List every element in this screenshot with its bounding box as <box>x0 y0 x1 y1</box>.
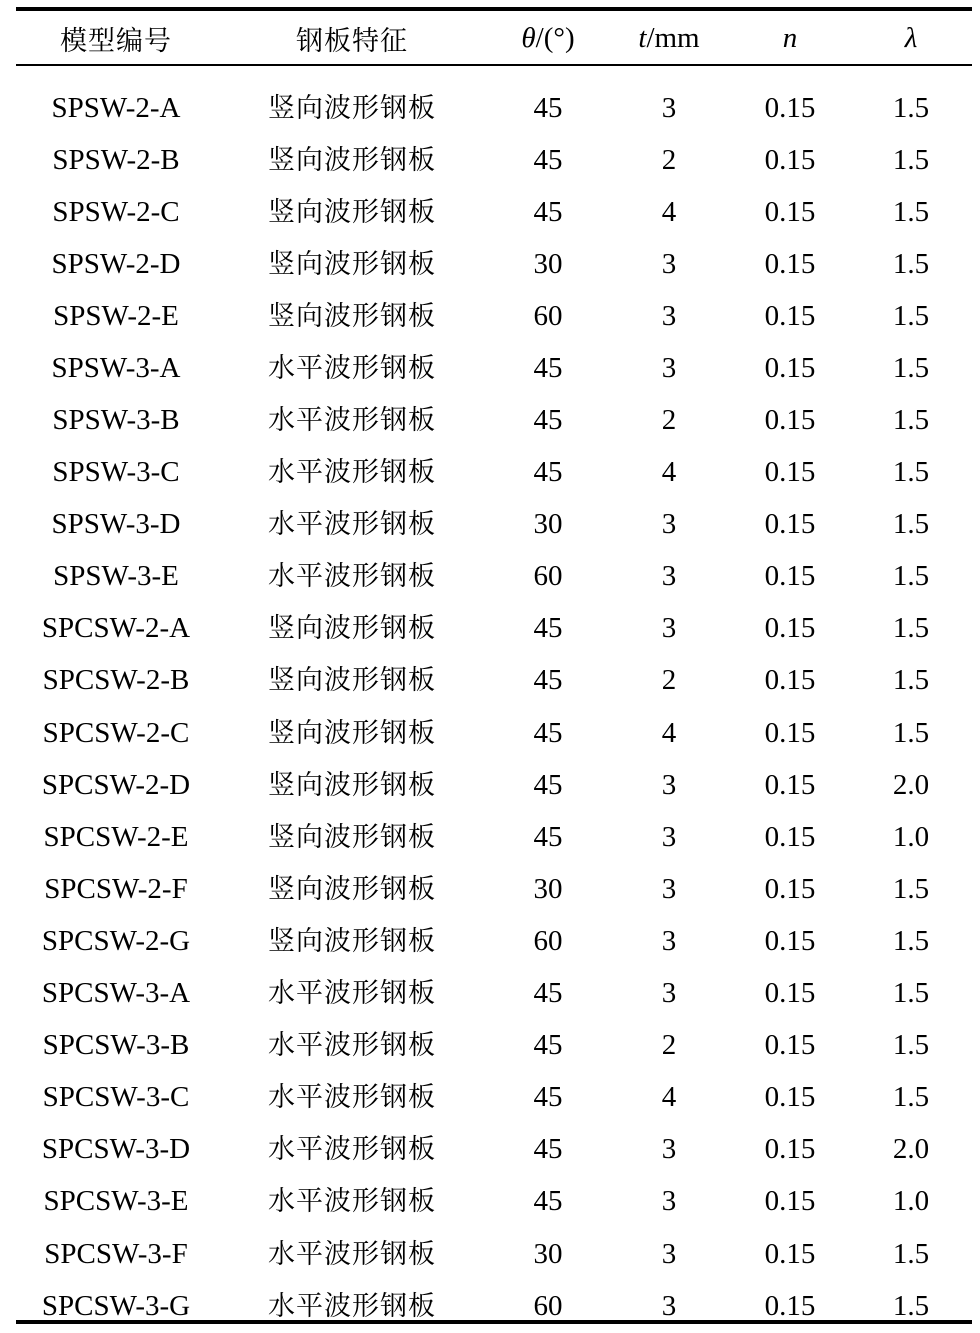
cell-thickness: 2 <box>661 404 677 437</box>
cell-thickness: 2 <box>661 1029 677 1062</box>
cell-thickness: 3 <box>661 924 677 957</box>
cell-thickness: 3 <box>661 508 677 541</box>
cell-model: SPCSW-2-A <box>41 612 191 645</box>
cell-feature: 竖向波形钢板 <box>268 144 436 176</box>
t-symbol: t <box>638 21 647 54</box>
cell-model: SPSW-2-C <box>52 195 180 228</box>
cell-lambda: 1.5 <box>892 456 930 489</box>
header-thickness <box>608 0 730 66</box>
cell-theta: 45 <box>533 820 563 853</box>
cell-model: SPCSW-3-G <box>41 1289 191 1322</box>
cell-n: 0.15 <box>764 299 816 332</box>
cell-model: SPSW-2-E <box>53 299 179 332</box>
table-row <box>16 1124 972 1176</box>
cell-lambda: 1.5 <box>892 299 930 332</box>
cell-lambda: 1.5 <box>892 977 930 1010</box>
cell-theta: 45 <box>533 1081 563 1114</box>
cell-lambda: 2.0 <box>892 1133 930 1166</box>
cell-model: SPSW-3-A <box>51 351 181 384</box>
cell-theta: 45 <box>533 977 563 1010</box>
cell-model: SPCSW-3-E <box>43 1185 189 1218</box>
cell-model: SPSW-3-C <box>52 456 180 489</box>
cell-theta: 45 <box>533 768 563 801</box>
cell-model: SPCSW-2-B <box>42 664 190 697</box>
cell-lambda: 1.5 <box>892 143 930 176</box>
table-body <box>16 66 972 1332</box>
cell-n: 0.15 <box>764 195 816 228</box>
cell-n: 0.15 <box>764 351 816 384</box>
header-model: 模型编号 <box>60 25 172 57</box>
cell-n: 0.15 <box>764 560 816 593</box>
cell-thickness: 2 <box>661 664 677 697</box>
cell-theta: 45 <box>533 1133 563 1166</box>
cell-model: SPCSW-2-G <box>41 924 191 957</box>
cell-n: 0.15 <box>764 820 816 853</box>
cell-thickness: 3 <box>661 1133 677 1166</box>
cell-model: SPSW-2-D <box>51 247 181 280</box>
cell-theta: 45 <box>533 404 563 437</box>
cell-thickness: 3 <box>661 872 677 905</box>
cell-feature: 水平波形钢板 <box>268 405 436 437</box>
cell-theta: 60 <box>533 299 563 332</box>
cell-lambda: 1.5 <box>892 351 930 384</box>
theta-unit: /(°) <box>535 21 575 54</box>
t-unit: /mm <box>646 21 700 54</box>
theta-symbol: θ <box>521 21 536 54</box>
cell-thickness: 3 <box>661 612 677 645</box>
cell-lambda: 1.5 <box>892 872 930 905</box>
cell-n: 0.15 <box>764 404 816 437</box>
cell-theta: 45 <box>533 664 563 697</box>
cell-thickness: 4 <box>661 716 677 749</box>
cell-n: 0.15 <box>764 143 816 176</box>
cell-lambda: 1.5 <box>892 560 930 593</box>
cell-n: 0.15 <box>764 1289 816 1322</box>
cell-model: SPCSW-2-E <box>43 820 189 853</box>
cell-feature: 竖向波形钢板 <box>268 248 436 280</box>
cell-thickness: 3 <box>661 247 677 280</box>
cell-theta: 60 <box>533 560 563 593</box>
cell-lambda: 1.5 <box>892 195 930 228</box>
cell-lambda: 1.5 <box>892 247 930 280</box>
cell-lambda: 1.5 <box>892 91 930 124</box>
cell-lambda: 1.5 <box>892 612 930 645</box>
cell-model: SPCSW-3-F <box>44 1237 188 1270</box>
cell-thickness: 4 <box>661 195 677 228</box>
cell-feature: 水平波形钢板 <box>268 978 436 1010</box>
cell-model: SPCSW-3-D <box>41 1133 191 1166</box>
cell-theta: 45 <box>533 143 563 176</box>
table-row <box>16 863 972 915</box>
cell-feature: 水平波形钢板 <box>268 1082 436 1114</box>
cell-feature: 竖向波形钢板 <box>268 92 436 124</box>
table-row <box>16 66 972 134</box>
table-row <box>16 134 972 186</box>
cell-model: SPCSW-3-A <box>41 977 191 1010</box>
cell-theta: 45 <box>533 1029 563 1062</box>
header-lambda: λ <box>904 21 918 54</box>
cell-n: 0.15 <box>764 872 816 905</box>
cell-lambda: 1.5 <box>892 1289 930 1322</box>
cell-lambda: 1.5 <box>892 924 930 957</box>
data-table <box>16 0 972 1332</box>
cell-thickness: 3 <box>661 91 677 124</box>
table-row <box>16 394 972 446</box>
cell-n: 0.15 <box>764 1185 816 1218</box>
cell-feature: 水平波形钢板 <box>268 1290 436 1322</box>
cell-model: SPCSW-3-B <box>42 1029 190 1062</box>
header-theta <box>488 0 608 66</box>
cell-theta: 45 <box>533 195 563 228</box>
cell-n: 0.15 <box>764 456 816 489</box>
cell-lambda: 1.0 <box>892 1185 930 1218</box>
table-row <box>16 811 972 863</box>
cell-thickness: 3 <box>661 1185 677 1218</box>
cell-theta: 30 <box>533 247 563 280</box>
cell-n: 0.15 <box>764 612 816 645</box>
cell-lambda: 1.0 <box>892 820 930 853</box>
cell-feature: 竖向波形钢板 <box>268 665 436 697</box>
cell-theta: 45 <box>533 456 563 489</box>
cell-feature: 竖向波形钢板 <box>268 873 436 905</box>
cell-n: 0.15 <box>764 1081 816 1114</box>
cell-thickness: 3 <box>661 820 677 853</box>
cell-lambda: 1.5 <box>892 1029 930 1062</box>
cell-feature: 水平波形钢板 <box>268 1186 436 1218</box>
table-row <box>16 186 972 238</box>
cell-feature: 水平波形钢板 <box>268 509 436 541</box>
table-row <box>16 603 972 655</box>
cell-thickness: 3 <box>661 768 677 801</box>
cell-model: SPCSW-2-C <box>42 716 190 749</box>
cell-lambda: 1.5 <box>892 508 930 541</box>
cell-n: 0.15 <box>764 716 816 749</box>
table-row <box>16 1228 972 1280</box>
cell-model: SPSW-2-B <box>52 143 180 176</box>
cell-n: 0.15 <box>764 247 816 280</box>
cell-thickness: 4 <box>661 456 677 489</box>
table-row <box>16 551 972 603</box>
table-row <box>16 915 972 967</box>
table-row <box>16 238 972 290</box>
cell-theta: 45 <box>533 1185 563 1218</box>
cell-theta: 30 <box>533 508 563 541</box>
cell-theta: 60 <box>533 924 563 957</box>
cell-thickness: 4 <box>661 1081 677 1114</box>
table-row <box>16 968 972 1020</box>
cell-feature: 竖向波形钢板 <box>268 821 436 853</box>
cell-n: 0.15 <box>764 924 816 957</box>
cell-n: 0.15 <box>764 768 816 801</box>
cell-theta: 45 <box>533 716 563 749</box>
cell-model: SPSW-3-D <box>51 508 181 541</box>
cell-theta: 45 <box>533 612 563 645</box>
cell-feature: 竖向波形钢板 <box>268 769 436 801</box>
cell-n: 0.15 <box>764 508 816 541</box>
cell-feature: 竖向波形钢板 <box>268 196 436 228</box>
table-row <box>16 499 972 551</box>
cell-lambda: 1.5 <box>892 664 930 697</box>
cell-lambda: 1.5 <box>892 1237 930 1270</box>
cell-model: SPCSW-2-D <box>41 768 191 801</box>
table-row <box>16 1280 972 1332</box>
cell-n: 0.15 <box>764 977 816 1010</box>
table-row <box>16 447 972 499</box>
cell-feature: 水平波形钢板 <box>268 1134 436 1166</box>
cell-model: SPCSW-3-C <box>42 1081 190 1114</box>
cell-feature: 水平波形钢板 <box>268 1030 436 1062</box>
cell-model: SPSW-3-B <box>52 404 180 437</box>
cell-feature: 竖向波形钢板 <box>268 613 436 645</box>
cell-feature: 水平波形钢板 <box>268 561 436 593</box>
table-row <box>16 342 972 394</box>
cell-thickness: 3 <box>661 299 677 332</box>
cell-n: 0.15 <box>764 1133 816 1166</box>
table-row <box>16 1020 972 1072</box>
cell-thickness: 3 <box>661 1237 677 1270</box>
table-row <box>16 1072 972 1124</box>
cell-thickness: 3 <box>661 351 677 384</box>
cell-lambda: 2.0 <box>892 768 930 801</box>
cell-lambda: 1.5 <box>892 1081 930 1114</box>
table-row <box>16 290 972 342</box>
cell-model: SPCSW-2-F <box>44 872 188 905</box>
cell-theta: 45 <box>533 351 563 384</box>
cell-n: 0.15 <box>764 1237 816 1270</box>
cell-lambda: 1.5 <box>892 716 930 749</box>
cell-thickness: 3 <box>661 560 677 593</box>
cell-theta: 30 <box>533 872 563 905</box>
table-row <box>16 759 972 811</box>
cell-thickness: 3 <box>661 977 677 1010</box>
cell-feature: 竖向波形钢板 <box>268 300 436 332</box>
cell-lambda: 1.5 <box>892 404 930 437</box>
cell-theta: 45 <box>533 91 563 124</box>
cell-feature: 水平波形钢板 <box>268 457 436 489</box>
cell-feature: 竖向波形钢板 <box>268 717 436 749</box>
cell-n: 0.15 <box>764 1029 816 1062</box>
cell-feature: 竖向波形钢板 <box>268 925 436 957</box>
cell-feature: 水平波形钢板 <box>268 1238 436 1270</box>
header-row <box>16 0 972 66</box>
cell-n: 0.15 <box>764 91 816 124</box>
cell-model: SPSW-2-A <box>51 91 181 124</box>
cell-feature: 水平波形钢板 <box>268 352 436 384</box>
cell-thickness: 3 <box>661 1289 677 1322</box>
table-row <box>16 707 972 759</box>
table-row <box>16 1176 972 1228</box>
cell-n: 0.15 <box>764 664 816 697</box>
header-feature: 钢板特征 <box>296 25 408 57</box>
cell-model: SPSW-3-E <box>53 560 179 593</box>
cell-theta: 30 <box>533 1237 563 1270</box>
header-n: n <box>782 21 798 54</box>
cell-theta: 60 <box>533 1289 563 1322</box>
table-row <box>16 655 972 707</box>
cell-thickness: 2 <box>661 143 677 176</box>
